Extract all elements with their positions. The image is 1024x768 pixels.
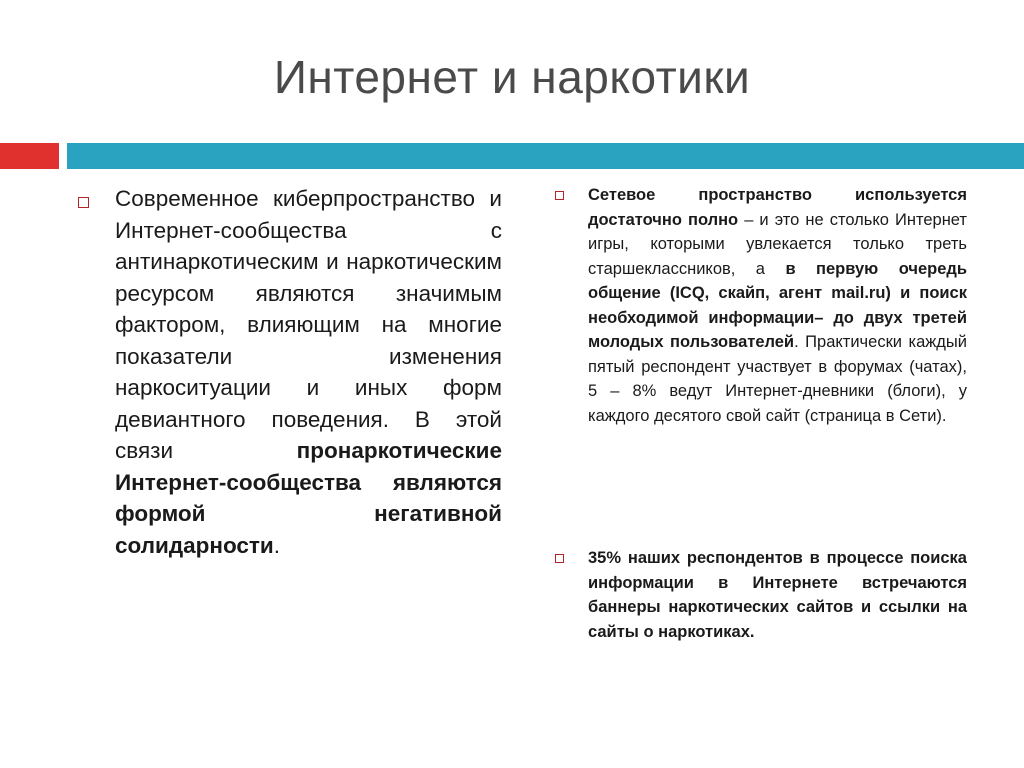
right1-bold-1: Сетевое пространство используется достаточно полно: [588, 186, 967, 229]
left-column: [78, 183, 502, 561]
right-paragraph-2: [588, 546, 967, 644]
right-column-item-1: [555, 183, 967, 428]
right-column-item-2: [555, 546, 967, 644]
left-paragraph: [115, 183, 502, 561]
right1-bold-2: в первую очередь общение (ICQ, скайп, агент mail.ru) и поиск необходимой информации– до двух третей молодых пользователей: [588, 259, 967, 351]
right2-bold-1: 35% наших респондентов в процессе поиска информации в Интернете встречаются баннеры наркотических сайтов и ссылки на сайты о наркотиках.: [588, 549, 967, 641]
square-bullet-icon: [78, 197, 89, 208]
square-bullet-icon: [555, 191, 564, 200]
left-text-normal: Современное киберпространство и Интернет-сообщества с антинаркотическим и наркотическим ресурсом являются значимым фактором, влияющим на многие показатели изменения наркоситуации и иных форм девиантного поведения. В этой связи: [115, 186, 502, 463]
slide-title: Интернет и наркотики: [273, 51, 751, 103]
accent-bar-blue: [67, 143, 1024, 169]
accent-bar-red: [0, 143, 59, 169]
square-bullet-icon: [555, 554, 564, 563]
left-text-bold: пронаркотические Интернет-сообщества являются формой негативной солидарности: [115, 438, 502, 558]
right1-normal-2: . Практически каждый пятый респондент участвует в форумах (чатах), 5 – 8% ведут Интернет-дневники (блоги), у каждого десятого свой сайт (страница в Сети).: [588, 333, 967, 425]
right1-normal-1: – и это не столько Интернет игры, которыми увлекается только треть старшеклассников, а: [588, 210, 967, 278]
left-text-tail: .: [273, 532, 281, 558]
right-paragraph-1: [588, 183, 967, 428]
